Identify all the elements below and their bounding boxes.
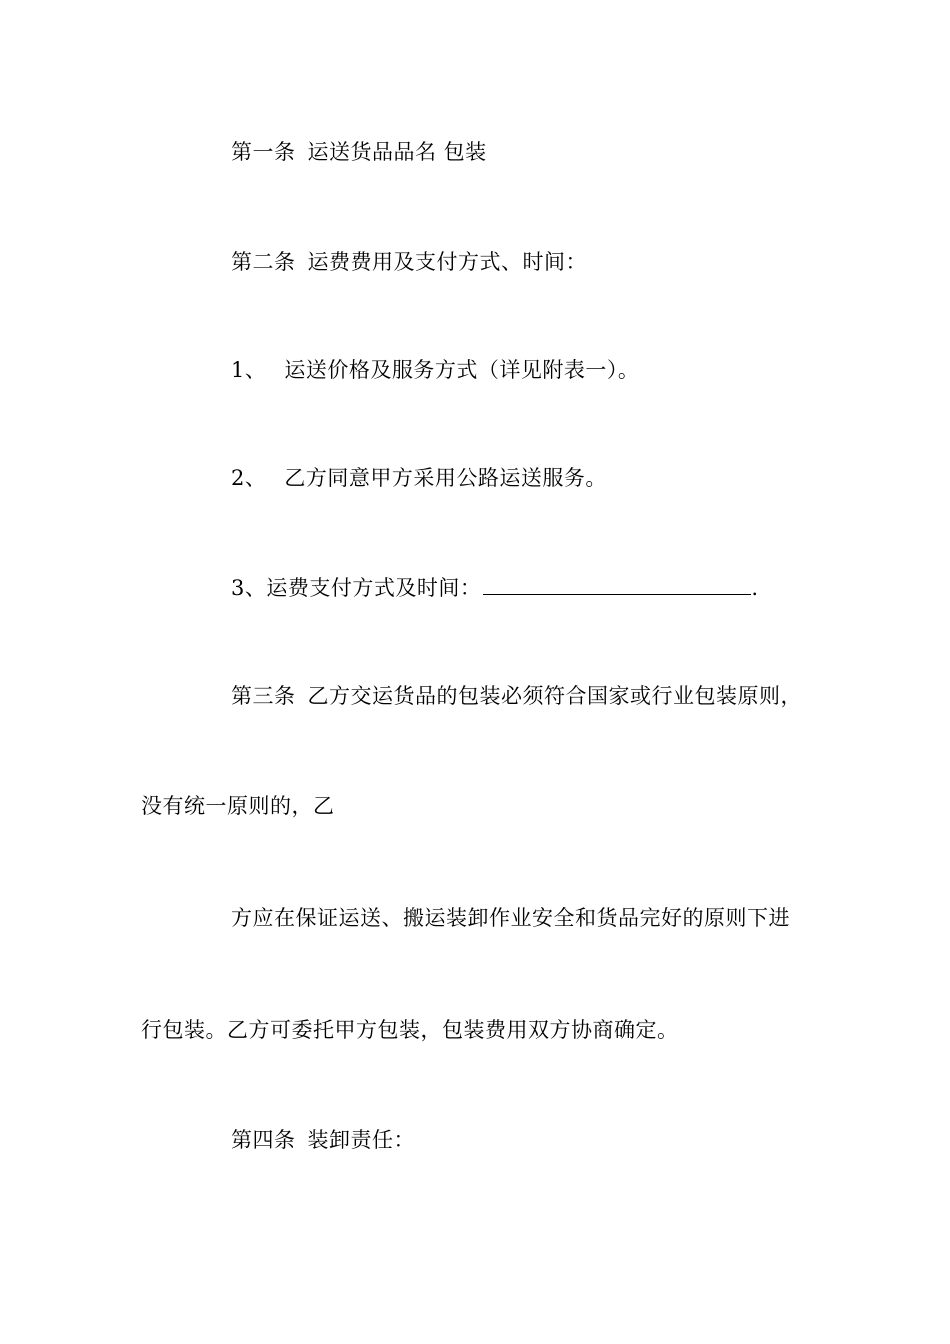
article-4-label: 第四条 bbox=[231, 1128, 296, 1152]
item-1-number: 1、 bbox=[231, 358, 267, 382]
article-2 bbox=[231, 248, 587, 276]
article-4-text: 装卸责任： bbox=[307, 1128, 415, 1152]
article-3-label: 第三条 bbox=[231, 684, 296, 708]
item-1-text: 运送价格及服务方式（详见附表一）。 bbox=[284, 358, 640, 382]
fill-in-blank-line[interactable] bbox=[483, 574, 751, 595]
item-3 bbox=[231, 574, 759, 602]
item-2-text: 乙方同意甲方采用公路运送服务。 bbox=[284, 466, 607, 490]
article-3-line-4 bbox=[141, 1016, 679, 1044]
item-2 bbox=[231, 464, 607, 492]
article-3-text-4: 行包装。乙方可委托甲方包装，包装费用双方协商确定。 bbox=[141, 1018, 679, 1042]
article-2-text: 运费费用及支付方式、时间： bbox=[307, 250, 587, 274]
article-1-text: 运送货品品名 包装 bbox=[307, 140, 487, 164]
article-3-text-1: 乙方交运货品的包装必须符合国家或行业包装原则， bbox=[307, 684, 802, 708]
article-1-label: 第一条 bbox=[231, 140, 296, 164]
item-3-text: 3、运费支付方式及时间： bbox=[231, 576, 482, 600]
article-1 bbox=[231, 138, 487, 166]
article-3-line-1 bbox=[231, 682, 802, 710]
article-3-line-2 bbox=[141, 792, 335, 820]
article-3-line-3 bbox=[231, 904, 790, 932]
article-3-text-2: 没有统一原则的，乙 bbox=[141, 794, 335, 818]
article-3-text-3: 方应在保证运送、搬运装卸作业安全和货品完好的原则下进 bbox=[231, 906, 790, 930]
item-1 bbox=[231, 356, 639, 384]
article-2-label: 第二条 bbox=[231, 250, 296, 274]
article-4 bbox=[231, 1126, 415, 1154]
item-3-end: . bbox=[751, 576, 759, 600]
item-2-number: 2、 bbox=[231, 466, 267, 490]
